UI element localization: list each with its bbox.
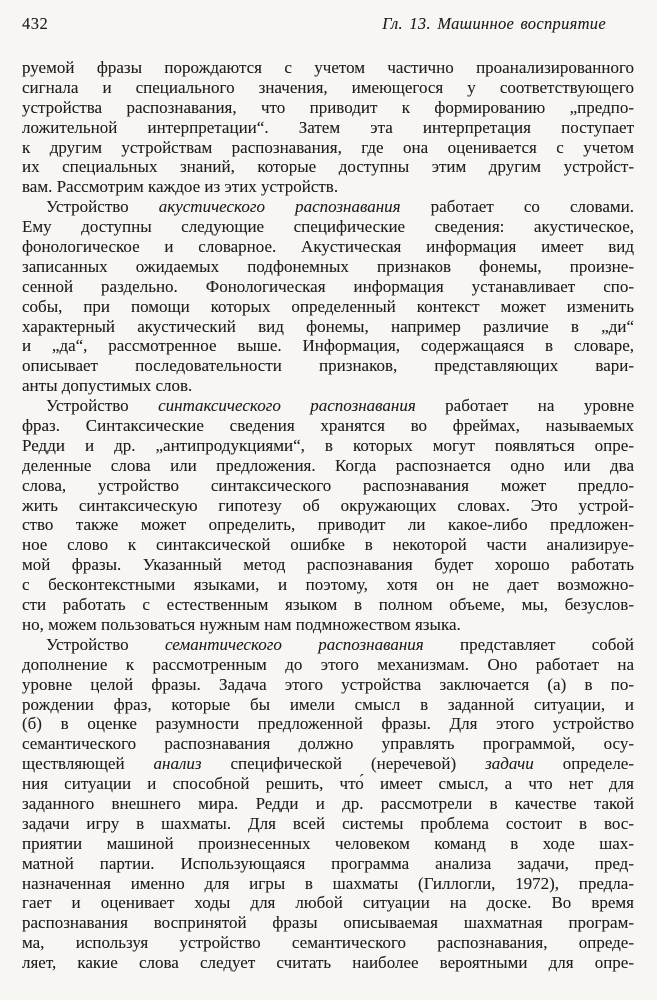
text-line (22, 257, 634, 277)
text-line (22, 297, 634, 317)
text-line (22, 675, 634, 695)
text-run: назначенная именно для игры в шахматы (Гиллогли, 1972), предла- (22, 873, 634, 893)
page-content (22, 14, 634, 973)
text-run: ложительной интерпретации“. Затем эта интерпретация поступает (22, 117, 634, 137)
text-run: жить синтаксическую гипотезу об окружающих словах. Это устрой- (22, 495, 634, 515)
text-run: заданного внешнего мира. Редди и др. рассмотрели в качестве такой (22, 793, 634, 813)
text-line (22, 874, 634, 894)
text-line (22, 436, 634, 456)
text-run: их специальных знаний, которые доступны этим другим устройст- (22, 157, 634, 177)
text-line (22, 456, 634, 476)
text-line (22, 854, 634, 874)
text-line (22, 118, 634, 138)
text-line (22, 814, 634, 834)
text-run: ния ситуации и способной решить, что́ имеет смысл, а что нет для (22, 774, 634, 794)
text-run: Устройство (46, 396, 159, 416)
text-run: но, можем пользоваться нужным нам подмножеством языка. (22, 614, 461, 634)
text-line (22, 58, 634, 78)
text-run: гает и оценивает ходы для любой ситуации на доске. Во время (22, 893, 634, 913)
text-run: дополнение к рассмотренным до этого механизмам. Оно работает на (22, 654, 634, 674)
text-run: с бесконтекстными языками, и поэтому, хотя он не дает возможно- (22, 575, 634, 595)
text-line (22, 794, 634, 814)
text-line (22, 515, 634, 535)
text-line (22, 317, 634, 337)
chapter-title: Гл. 13. Машинное восприятие (382, 14, 606, 33)
text-line (22, 138, 634, 158)
text-run: записанных ожидаемых подфонемных признаков фонемы, произне- (22, 256, 634, 276)
text-line (22, 774, 634, 794)
text-line (22, 535, 634, 555)
text-run: вам. Рассмотрим каждое из этих устройств. (22, 177, 339, 197)
italic-text-run: синтаксического распознавания (158, 396, 416, 416)
text-run: ство также может определить, приводит ли какое-либо предложен- (22, 515, 634, 535)
text-line (22, 575, 634, 595)
text-line (22, 217, 634, 237)
text-line (22, 336, 634, 356)
running-head (22, 14, 634, 34)
text-line (22, 98, 634, 118)
text-run: сенной раздельно. Фонологическая информация устанавливает спо- (22, 276, 634, 296)
text-line (22, 933, 634, 953)
text-line (22, 834, 634, 854)
text-run: работает на уровне (415, 396, 634, 416)
page-number: 432 (22, 14, 49, 33)
text-line (22, 396, 634, 416)
text-run: определе- (533, 754, 635, 774)
italic-text-run: акустического распознавания (158, 197, 401, 217)
text-run: (б) в оценке разумности предложенной фразы. Для этого устройство (22, 714, 634, 734)
text-run: руемой фразы порождаются с учетом частично проанализированного (22, 58, 634, 77)
text-run: характерный акустический вид фонемы, например различие в „ди“ (22, 316, 634, 336)
text-run: семантического распознавания должно управлять программой, осу- (22, 734, 634, 754)
italic-text-run: анализ (153, 754, 202, 774)
text-run: ляет, какие слова следует считать наиболее вероятными для опре- (22, 953, 634, 973)
text-run: матной партии. Использующаяся программа анализа задачи, пред- (22, 853, 634, 873)
text-line (22, 913, 634, 933)
text-line (22, 277, 634, 297)
text-run: Устройство (46, 634, 165, 654)
text-run: устройства распознавания, что приводит к формированию „предпо- (22, 97, 634, 117)
text-line (22, 416, 634, 436)
text-run: и „да“, рассмотренное выше. Информация, содержащаяся в словаре, (22, 336, 634, 356)
text-line (22, 197, 634, 217)
italic-text-run: семантического распознавания (164, 634, 424, 654)
text-run: к другим устройствам распознавания, где она оценивается с учетом (22, 137, 634, 157)
text-line (22, 237, 634, 257)
italic-text-run: задачи (485, 754, 534, 774)
text-run: распознавания воспринятой фразы описываемая шахматная програм- (22, 913, 634, 933)
text-line (22, 157, 634, 177)
text-line (22, 177, 634, 197)
text-run: ма, используя устройство семантического распознавания, опреде- (22, 933, 634, 953)
text-run: деленные слова или предложения. Когда распознается одно или два (22, 455, 634, 475)
text-line (22, 953, 634, 973)
text-run: фонологическое и словарное. Акустическая информация имеет вид (22, 237, 634, 257)
text-run: Ему доступны следующие специфические сведения: акустическое, (22, 217, 634, 237)
text-run: мой фразы. Указанный метод распознавания будет хорошо работать (22, 555, 634, 575)
text-line (22, 356, 634, 376)
text-run: фраз. Синтаксические сведения хранятся во фреймах, называемых (22, 416, 634, 436)
text-run: уровне целой фразы. Задача этого устройства заключается (а) в по- (22, 674, 634, 694)
text-run: задачи игру в шахматы. Для всей системы проблема состоит в вос- (22, 813, 634, 833)
text-line (22, 754, 634, 774)
text-line (22, 695, 634, 715)
text-line (22, 595, 634, 615)
text-line (22, 734, 634, 754)
text-run: приятии машиной произнесенных человеком команд в ходе шах- (22, 833, 634, 853)
text-run: рождении фраз, которые бы имели смысл в заданной ситуации, и (22, 694, 634, 714)
text-line (22, 476, 634, 496)
text-run: сти работать с естественным языком в полном объеме, мы, безуслов- (22, 595, 634, 615)
text-run: представляет собой (423, 634, 634, 654)
text-run: ное слово к синтаксической ошибке в некоторой части анализируе- (22, 535, 634, 555)
text-line (22, 376, 634, 396)
text-run: работает со словами. (400, 197, 634, 217)
text-run: анты допустимых слов. (22, 376, 193, 396)
text-line (22, 714, 634, 734)
text-line (22, 893, 634, 913)
text-block (22, 58, 634, 973)
text-line (22, 655, 634, 675)
text-run: сигнала и специального значения, имеющегося у соответствующего (22, 77, 634, 97)
text-run: специфической (неречевой) (201, 754, 486, 774)
text-line (22, 496, 634, 516)
text-run: ществляющей (22, 754, 154, 774)
text-line (22, 635, 634, 655)
text-run: слова, устройство синтаксического распознавания может предло- (22, 475, 634, 495)
text-run: описывает последовательности признаков, представляющих вари- (22, 356, 634, 376)
text-run: Редди и др. „антипродукциями“, в которых могут появляться опре- (22, 435, 634, 455)
text-line (22, 555, 634, 575)
text-line (22, 615, 634, 635)
text-run: Устройство (46, 197, 159, 217)
text-line (22, 78, 634, 98)
text-run: собы, при помощи которых определенный контекст может изменить (22, 296, 634, 316)
